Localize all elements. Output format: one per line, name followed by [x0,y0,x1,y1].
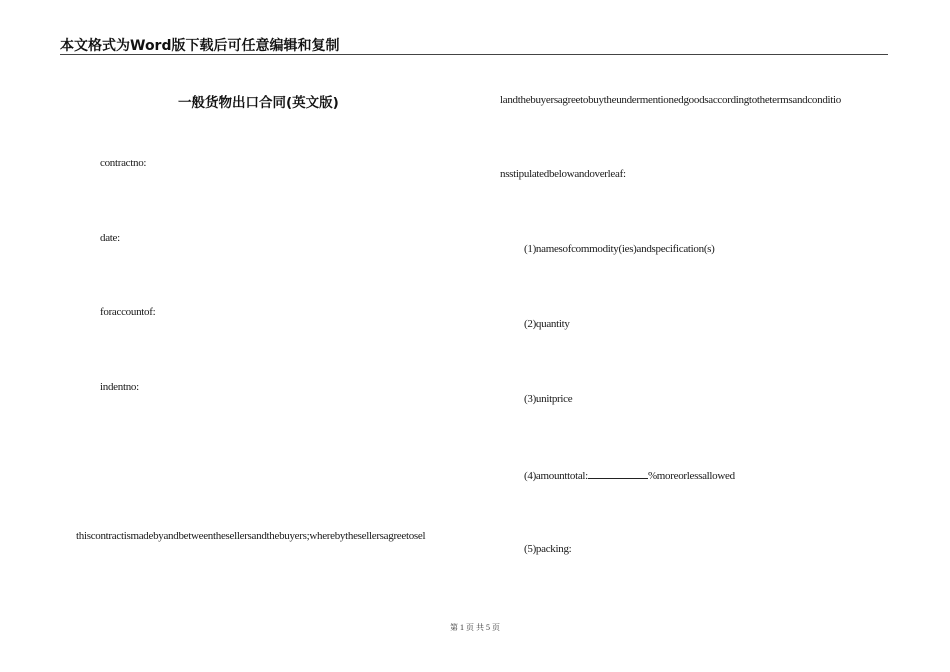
page-number: 第 1 页 共 5 页 [450,623,500,632]
contract-intro-end: nsstipulatedbelowandoverleaf: [500,168,626,180]
document-header [60,34,888,55]
clause-quantity: (2)quantity [524,318,570,330]
indent-no-label: indentno: [100,381,139,393]
document-title: 一般货物出口合同(英文版) [178,95,339,111]
date-label: date: [100,232,120,244]
contract-intro-line: thiscontractismadebyandbetweenthesellersandthebuyers;wherebythesellersagreetosel [76,530,426,542]
header-text: 本文格式为Word版下载后可任意编辑和复制 [60,38,340,54]
clause-unit-price: (3)unitprice [524,393,573,405]
amount-tolerance-label: %moreorlessallowed [647,470,735,482]
clause-commodity: (1)namesofcommodity(ies)andspecification(s) [524,243,715,255]
contract-no-label: contractno: [100,157,147,169]
amount-total-label: (4)amounttotal: [524,470,588,482]
clause-packing: (5)packing: [524,543,572,555]
for-account-of-label: foraccountof: [100,306,156,318]
clause-amount-total [524,468,735,482]
contract-intro-continued: landthebuyersagreetobuytheundermentionedgoodsaccordingtothetermsandconditio [500,94,842,106]
amount-blank-line [588,468,648,479]
